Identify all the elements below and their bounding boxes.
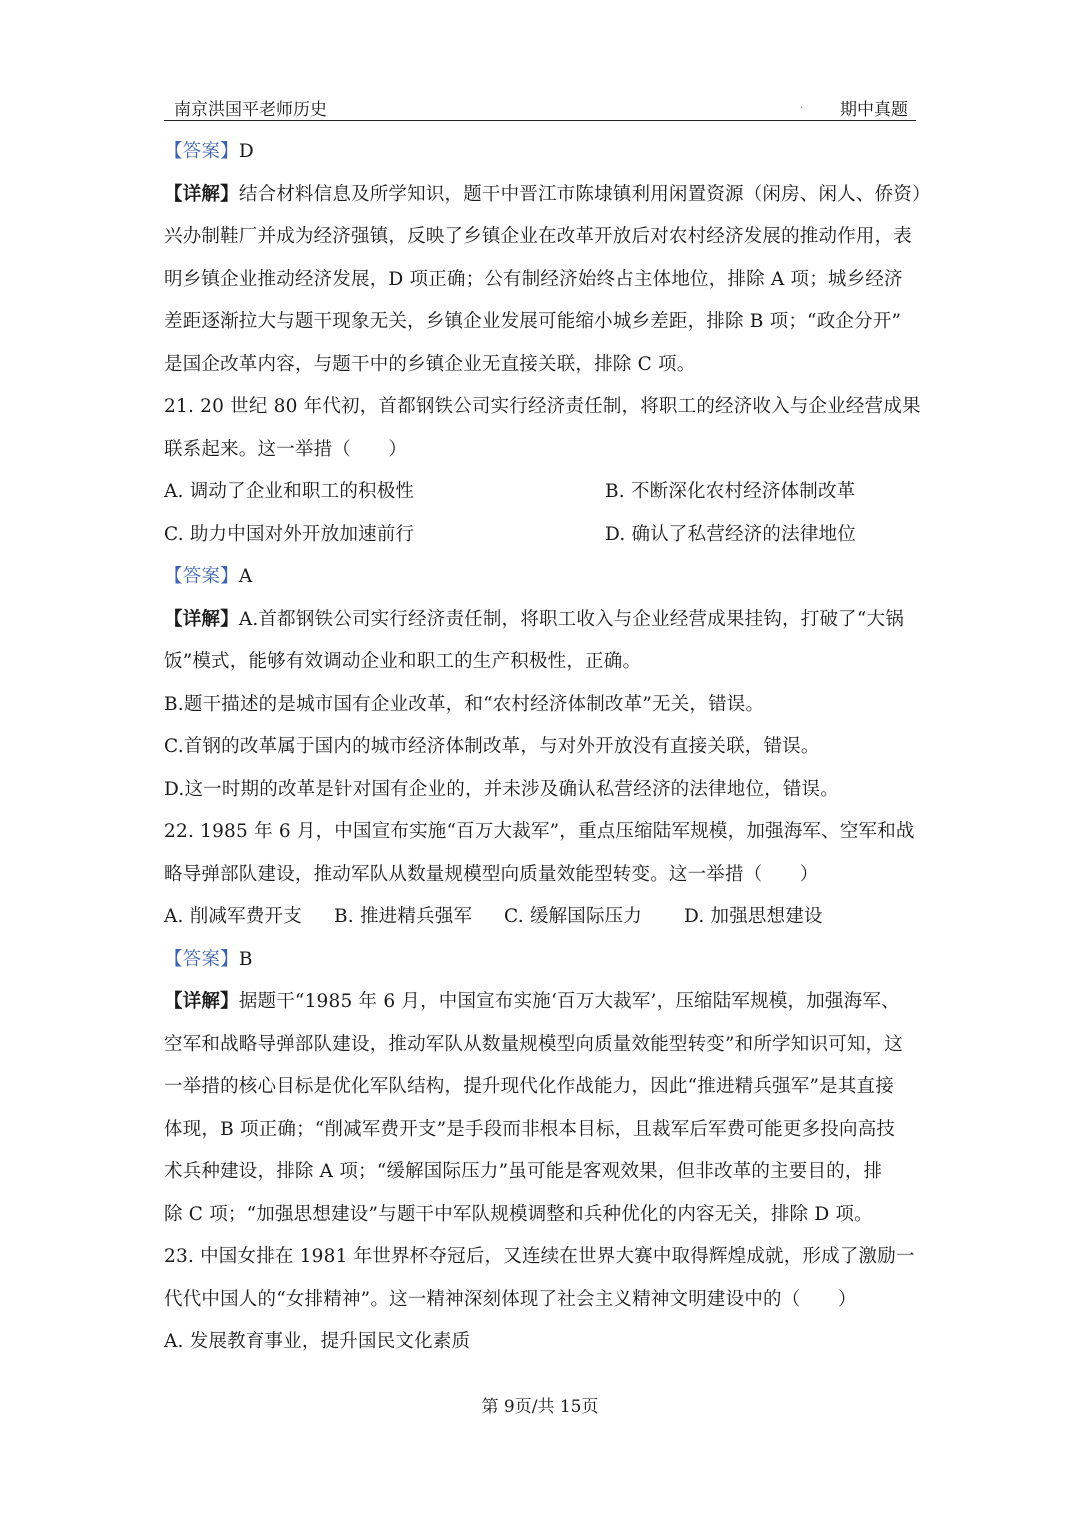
q22-option-a: A. 削减军费开支 — [164, 906, 302, 927]
detail-tag: 【详解】 — [164, 183, 239, 205]
page-header — [164, 100, 916, 121]
q23-stem: 代代中国人的“女排精神”。这一精神深刻体现了社会主义精神文明建设中的（ ） — [164, 1288, 857, 1310]
q22-stem: 22. 1985 年 6 月，中国宣布实施“百万大裁军”，重点压缩陆军规模，加强海军、空军和战 — [164, 821, 915, 842]
q20-detail-line: 明乡镇企业推动经济发展，D 项正确；公有制经济始终占主体地位，排除 A 项；城乡经济 — [164, 268, 903, 290]
detail-text: A.首都钢铁公司实行经济责任制，将职工收入与企业经营成果挂钩，打破了“大锅 — [238, 608, 904, 630]
q21-detail-line: 饭”模式，能够有效调动企业和职工的生产积极性，正确。 — [164, 651, 642, 672]
q21-option-b: B. 不断深化农村经济体制改革 — [605, 481, 856, 502]
q21-option-a: A. 调动了企业和职工的积极性 — [164, 481, 415, 502]
q21-options-row — [164, 514, 924, 557]
q22-option-c: C. 缓解国际压力 — [504, 906, 643, 927]
q21-options-row — [164, 471, 924, 514]
answer-tag: 【答案】 — [164, 566, 239, 587]
answer-value: A — [238, 566, 253, 587]
q22-stem: 略导弹部队建设，推动军队从数量规模型向质量效能型转变。这一举措（ ） — [164, 863, 819, 885]
header-category: 期中真题 — [840, 100, 908, 120]
answer-value: D — [238, 141, 254, 162]
q22-answer-line — [164, 939, 924, 982]
q22-detail-line: 术兵种建设，排除 A 项；“缓解国际压力”虽可能是客观效果，但非改革的主要目的，排 — [164, 1161, 883, 1182]
answer-tag: 【答案】 — [164, 141, 239, 162]
q21-detail-line: D.这一时期的改革是针对国有企业的，并未涉及确认私营经济的法律地位，错误。 — [164, 778, 839, 800]
q23-option-a: A. 发展教育事业，提升国民文化素质 — [164, 1331, 471, 1352]
page-content — [164, 131, 931, 1364]
q20-answer-line — [164, 131, 924, 174]
q22-detail-line: 一举措的核心目标是优化军队结构，提升现代化作战能力，因此“推进精兵强军”是其直接 — [164, 1076, 894, 1097]
q21-option-c: C. 助力中国对外开放加速前行 — [164, 523, 415, 545]
q23-stem: 23. 中国女排在 1981 年世界杯夺冠后，又连续在世界大赛中取得辉煌成就，形成了激励一 — [164, 1246, 915, 1267]
q21-detail-line: C.首钢的改革属于国内的城市经济体制改革，与对外开放没有直接关联，错误。 — [164, 736, 820, 757]
q21-detail-line: B.题干描述的是城市国有企业改革，和“农村经济体制改革”无关，错误。 — [164, 693, 765, 715]
q20-detail-line: 兴办制鞋厂并成为经济强镇，反映了乡镇企业在改革开放后对农村经济发展的推动作用，表 — [164, 226, 913, 247]
q22-detail-line: 空军和战略导弹部队建设，推动军队从数量规模型向质量效能型转变”和所学知识可知，这 — [164, 1033, 903, 1055]
answer-value: B — [238, 948, 253, 970]
q22-detail-line: 除 C 项；“加强思想建设”与题干中军队规模调整和兵种优化的内容无关，排除 D 项。 — [164, 1203, 873, 1225]
q20-detail-line: 是国企改革内容，与题干中的乡镇企业无直接关联，排除 C 项。 — [164, 353, 696, 375]
q22-detail-line: 体现，B 项正确；“削减军费开支”是手段而非根本目标，且裁军后军费可能更多投向高技 — [164, 1118, 896, 1140]
q21-answer-line — [164, 556, 924, 599]
q22-detail-line — [164, 981, 924, 1024]
q22-options-row — [164, 896, 924, 939]
page-number: 第 9页/共 15页 — [481, 1397, 599, 1417]
q21-stem: 21. 20 世纪 80 年代初，首都钢铁公司实行经济责任制，将职工的经济收入与企业经营成果 — [164, 396, 921, 417]
q20-detail-line: 差距逐渐拉大与题干现象无关，乡镇企业发展可能缩小城乡差距，排除 B 项；“政企分开” — [164, 311, 902, 332]
q21-option-d: D. 确认了私营经济的法律地位 — [605, 523, 856, 545]
q22-option-b: B. 推进精兵强军 — [334, 906, 473, 927]
q21-stem: 联系起来。这一举措（ ） — [164, 438, 408, 460]
answer-tag: 【答案】 — [164, 948, 239, 970]
detail-text: 据题干“1985 年 6 月，中国宣布实施‘百万大裁军’，压缩陆军规模，加强海军、 — [238, 991, 900, 1012]
header-dot: . — [800, 100, 804, 111]
detail-tag: 【详解】 — [164, 991, 239, 1012]
q22-option-d: D. 加强思想建设 — [684, 906, 823, 927]
q20-detail-line — [164, 174, 931, 217]
q21-detail-line — [164, 599, 924, 642]
header-author: 南京洪国平老师历史 — [174, 100, 327, 120]
detail-tag: 【详解】 — [164, 608, 239, 630]
detail-text: 结合材料信息及所学知识，题干中晋江市陈埭镇利用闲置资源（闲房、闲人、侨资） — [238, 183, 931, 205]
